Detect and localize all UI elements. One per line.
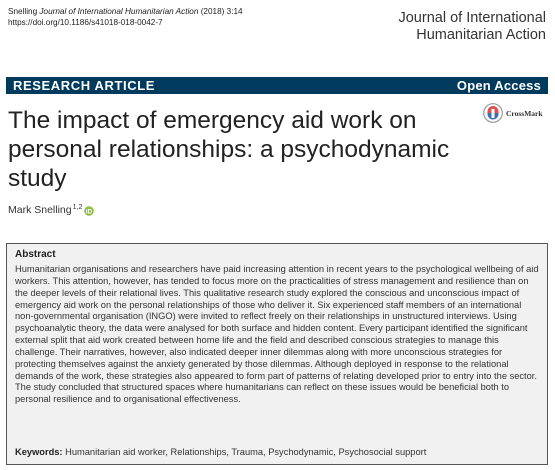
author-line bbox=[8, 204, 94, 216]
orcid-icon[interactable] bbox=[84, 206, 94, 216]
svg-text:iD: iD bbox=[86, 208, 93, 216]
crossmark-badge[interactable] bbox=[483, 102, 545, 124]
citation-volume: (2018) 3:14 bbox=[200, 7, 243, 16]
keywords-line bbox=[15, 447, 426, 457]
abstract-heading: Abstract bbox=[15, 249, 56, 260]
journal-name-line1: Journal of International bbox=[398, 10, 546, 26]
abstract-box bbox=[6, 243, 548, 465]
journal-name-line2: Humanitarian Action bbox=[416, 27, 546, 43]
doi-link[interactable]: https://doi.org/10.1186/s41018-018-0042-7 bbox=[8, 18, 163, 27]
citation-block bbox=[8, 6, 243, 28]
abstract-text: Humanitarian organisations and researchers have paid increasing attention in recent years to the psychological wellbeing of aid workers. This attention, however, has tended to focus more on the practicalities of stress management and resilience than on the deeper levels of their relational lives. This qualitative research study explored the conscious and unconscious impact of emergency aid work on the personal relationships of those who deliver it. Six experienced staff members of an international non-governmental organisation (INGO) were invited to reflect freely on their relationships in unstructured interviews. Using psychoanalytic theory, the data were analysed for both surface and hidden content. Every participant identified the significant external split that aid work created between home life and the field and described conscious strategies to manage this challenge. Their narratives, however, also indicated deeper inner dilemmas along with more unconscious strategies for protecting themselves against the anxiety generated by those dilemmas. Although deployed in response to the relational demands of the work, these strategies also appeared to form part of patterns of relating developed prior to entry into the sector. The study concluded that structured spaces where humanitarians can reflect on these issues would be beneficial both to personal resilience and to organisational effectiveness. bbox=[15, 264, 539, 405]
keywords-label: Keywords: bbox=[15, 447, 63, 457]
article-type-banner bbox=[6, 77, 548, 94]
open-access-label: Open Access bbox=[456, 78, 541, 93]
article-type-label: RESEARCH ARTICLE bbox=[13, 78, 156, 93]
citation-journal: Journal of International Humanitarian Action bbox=[39, 7, 199, 16]
keywords-list: Humanitarian aid worker, Relationships, Trauma, Psychodynamic, Psychosocial support bbox=[65, 447, 427, 457]
article-title: The impact of emergency aid work on personal relationships: a psychodynamic study bbox=[8, 107, 450, 192]
citation-author: Snelling bbox=[8, 7, 38, 16]
journal-name bbox=[346, 10, 546, 44]
citation-line bbox=[8, 6, 243, 17]
author-affiliation: 1,2 bbox=[72, 204, 83, 211]
author-name[interactable]: Mark Snelling bbox=[8, 204, 72, 216]
crossmark-icon bbox=[483, 103, 503, 123]
crossmark-label: CrossMark bbox=[506, 108, 543, 118]
